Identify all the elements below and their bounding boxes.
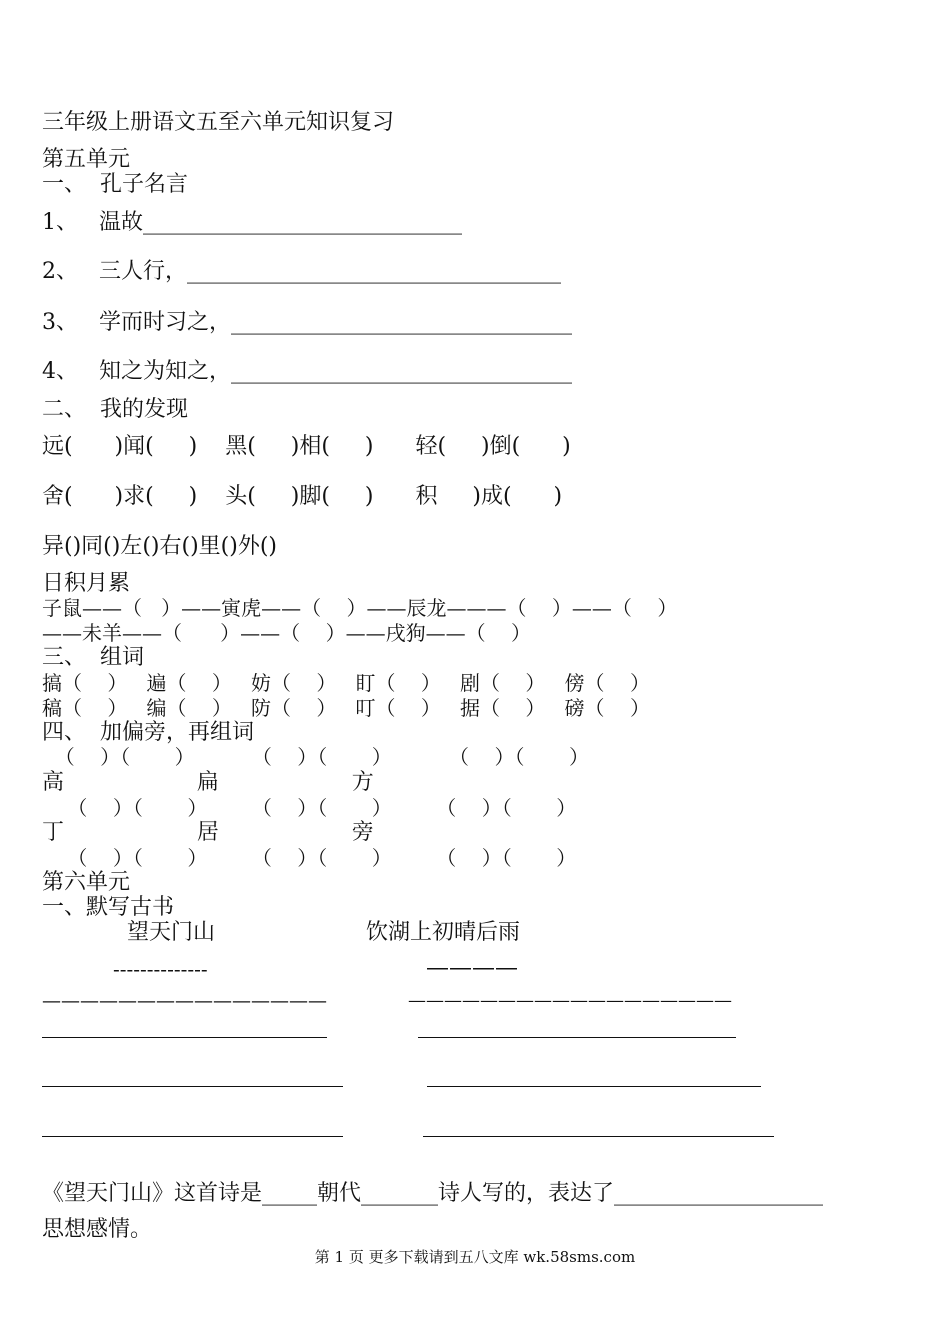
answer-line-left-1: ——————————————— <box>42 990 327 1012</box>
discover-row-2: 舍( )求( ) 头( )脚( ) 积 )成( ) <box>42 484 563 509</box>
poem-title-1: 望天门山 <box>127 920 216 945</box>
quote-item-2: 2、 三人行，__________________________________ <box>42 259 561 284</box>
unit6-section-1: 一、默写古书 <box>42 895 175 920</box>
poem-title-2: 饮湖上初晴后雨 <box>366 920 521 945</box>
quote-item-1: 1、 温故_____________________________ <box>42 210 462 235</box>
zuci-row-2: 稿（ ） 编（ ） 防（ ） 叮（ ） 据（ ） 磅（ ） <box>42 696 650 720</box>
page-title: 三年级上册语文五至六单元知识复习 <box>42 110 395 135</box>
radical-row-2: 高 扁 方 <box>42 770 374 795</box>
radical-row-1: （ ）（ ） （ ）（ ） （ ）（ ） <box>42 745 589 769</box>
answer-line-right-1: —————————————————— <box>408 990 732 1011</box>
riji-heading: 日积月累 <box>42 571 131 596</box>
answer-line-right-4 <box>423 1136 774 1137</box>
zodiac-row-2: ——未羊——（ ）——（ ）——戌狗——（ ） <box>42 621 532 645</box>
answer-line-left-3 <box>42 1086 343 1087</box>
radical-row-5: （ ）（ ） （ ）（ ） （ ）（ ） <box>42 846 577 870</box>
answer-line-left-4 <box>42 1136 343 1137</box>
radical-row-4: 丁 居 旁 <box>42 820 374 845</box>
radical-row-3: （ ）（ ） （ ）（ ） （ ）（ ） <box>42 796 577 820</box>
zodiac-row-1: 子鼠——（ ）——寅虎——（ ）——辰龙———（ ）——（ ） <box>42 596 678 620</box>
unit6-heading: 第六单元 <box>42 870 131 895</box>
answer-line-left-2 <box>42 1037 327 1038</box>
unit5-section-2: 二、 我的发现 <box>42 397 188 422</box>
unit5-section-4: 四、 加偏旁，再组词 <box>42 720 254 745</box>
discover-row-3: 异()同()左()右()里()外() <box>42 534 277 559</box>
zuci-row-1: 搞（ ） 遍（ ） 妨（ ） 盯（ ） 剧（ ） 傍（ ） <box>42 671 650 695</box>
unit5-heading: 第五单元 <box>42 147 131 172</box>
unit5-section-1: 一、 孔子名言 <box>42 172 188 197</box>
unit5-section-3: 三、 组词 <box>42 645 144 670</box>
poem-question: 《望天门山》这首诗是_____朝代_______诗人写的，表达了___________________ <box>42 1181 824 1206</box>
quote-item-3: 3、 学而时习之，_______________________________ <box>42 310 572 335</box>
poem-dash-left: -------------- <box>113 957 208 981</box>
poem-dash-right: ———— <box>426 955 518 981</box>
answer-line-right-3 <box>427 1086 761 1087</box>
answer-line-right-2 <box>418 1037 736 1038</box>
page-footer: 第 1 页 更多下载请到五八文库 wk.58sms.com <box>314 1248 636 1266</box>
quote-item-4: 4、 知之为知之，_______________________________ <box>42 359 572 384</box>
poem-question-end: 思想感情。 <box>42 1217 153 1242</box>
discover-row-1: 远( )闻( ) 黑( )相( ) 轻( )倒( ) <box>42 434 571 459</box>
